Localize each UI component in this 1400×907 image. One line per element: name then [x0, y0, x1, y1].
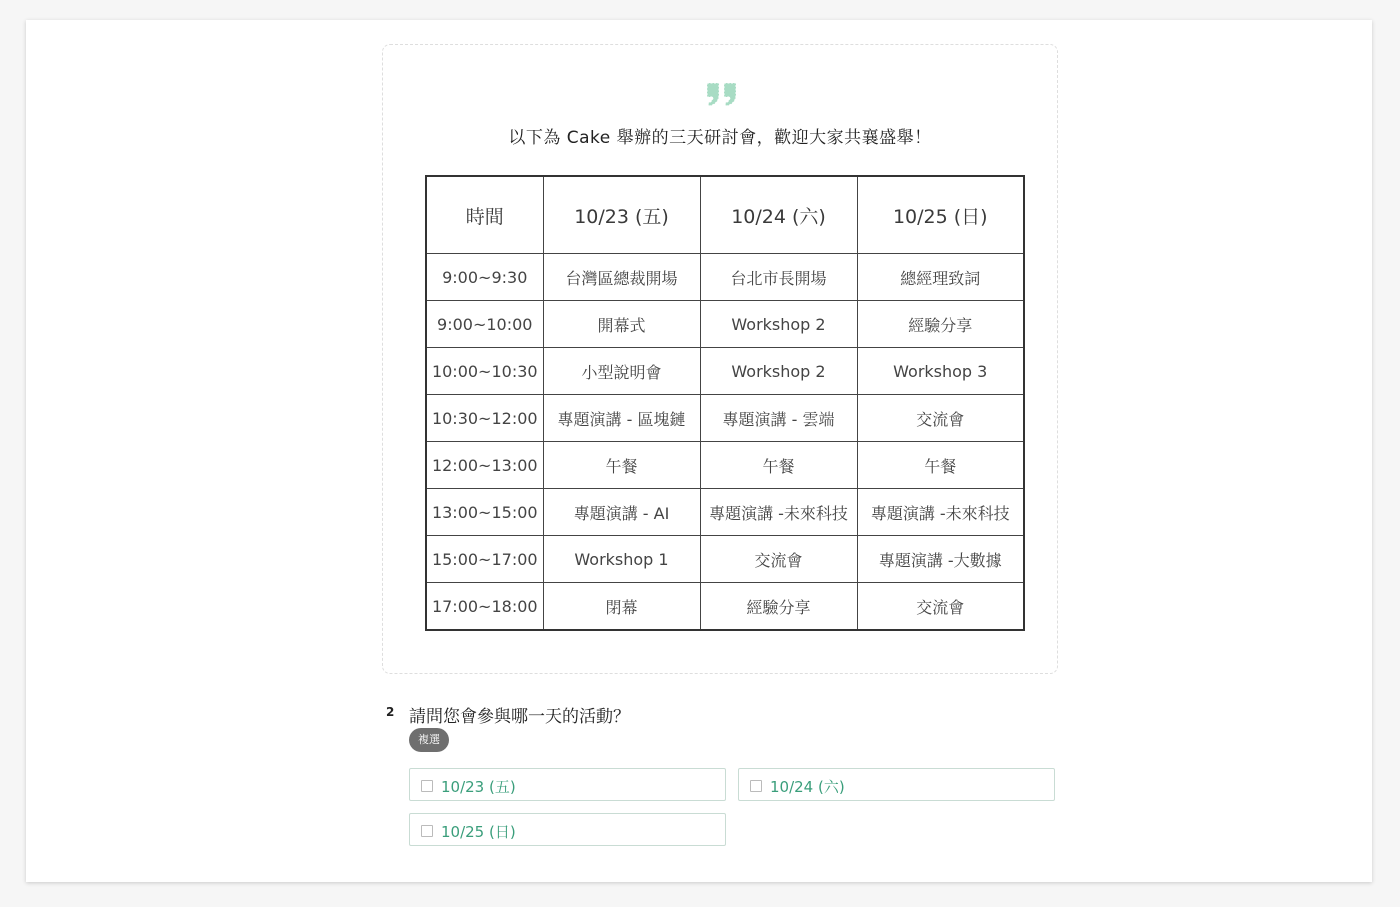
quote-icon: [705, 81, 739, 107]
table-cell: Workshop 2: [700, 301, 857, 348]
option-label: 10/24 (六): [770, 778, 845, 796]
table-cell: 台灣區總裁開場: [543, 254, 700, 301]
table-cell: 午餐: [857, 442, 1024, 489]
table-cell: 專題演講 - AI: [543, 489, 700, 536]
schedule-table: [425, 175, 1025, 631]
time-cell: 12:00~13:00: [426, 442, 543, 489]
table-cell: 經驗分享: [700, 583, 857, 631]
option-10-23[interactable]: [409, 768, 726, 801]
option-label: 10/23 (五): [441, 778, 516, 796]
intro-text: 以下為 Cake 舉辦的三天研討會，歡迎大家共襄盛舉！: [508, 128, 932, 148]
option-10-24[interactable]: [738, 768, 1055, 801]
header-time: 時間: [426, 176, 543, 254]
table-row: [426, 489, 1024, 536]
table-cell: Workshop 1: [543, 536, 700, 583]
multi-select-badge: 複選: [409, 728, 449, 752]
table-cell: 經驗分享: [857, 301, 1024, 348]
checkbox-icon[interactable]: [421, 825, 433, 837]
table-cell: Workshop 2: [700, 348, 857, 395]
table-cell: 專題演講 -未來科技: [700, 489, 857, 536]
table-row: [426, 395, 1024, 442]
table-cell: 午餐: [543, 442, 700, 489]
option-10-25[interactable]: [409, 813, 726, 846]
table-cell: 專題演講 -大數據: [857, 536, 1024, 583]
header-day-1: 10/23 (五): [543, 176, 700, 254]
time-cell: 17:00~18:00: [426, 583, 543, 631]
time-cell: 10:30~12:00: [426, 395, 543, 442]
table-cell: 台北市長開場: [700, 254, 857, 301]
table-cell: 閉幕: [543, 583, 700, 631]
time-cell: 15:00~17:00: [426, 536, 543, 583]
table-cell: 專題演講 - 雲端: [700, 395, 857, 442]
checkbox-icon[interactable]: [421, 780, 433, 792]
question-title: 請問您會參與哪一天的活動？: [409, 707, 630, 727]
table-row: [426, 301, 1024, 348]
table-cell: 交流會: [857, 583, 1024, 631]
description-card: [382, 44, 1058, 674]
table-cell: 總經理致詞: [857, 254, 1024, 301]
table-cell: 交流會: [857, 395, 1024, 442]
table-cell: 交流會: [700, 536, 857, 583]
table-row: [426, 442, 1024, 489]
question-number: 2: [386, 705, 395, 719]
table-cell: 開幕式: [543, 301, 700, 348]
table-cell: Workshop 3: [857, 348, 1024, 395]
form-page: [26, 20, 1372, 882]
table-cell: 小型說明會: [543, 348, 700, 395]
table-header-row: [426, 176, 1024, 254]
time-cell: 9:00~9:30: [426, 254, 543, 301]
time-cell: 10:00~10:30: [426, 348, 543, 395]
table-cell: 午餐: [700, 442, 857, 489]
table-row: [426, 254, 1024, 301]
option-label: 10/25 (日): [441, 823, 516, 841]
table-row: [426, 348, 1024, 395]
table-cell: 專題演講 - 區塊鏈: [543, 395, 700, 442]
header-day-3: 10/25 (日): [857, 176, 1024, 254]
time-cell: 13:00~15:00: [426, 489, 543, 536]
table-row: [426, 536, 1024, 583]
checkbox-icon[interactable]: [750, 780, 762, 792]
table-row: [426, 583, 1024, 631]
header-day-2: 10/24 (六): [700, 176, 857, 254]
table-cell: 專題演講 -未來科技: [857, 489, 1024, 536]
time-cell: 9:00~10:00: [426, 301, 543, 348]
